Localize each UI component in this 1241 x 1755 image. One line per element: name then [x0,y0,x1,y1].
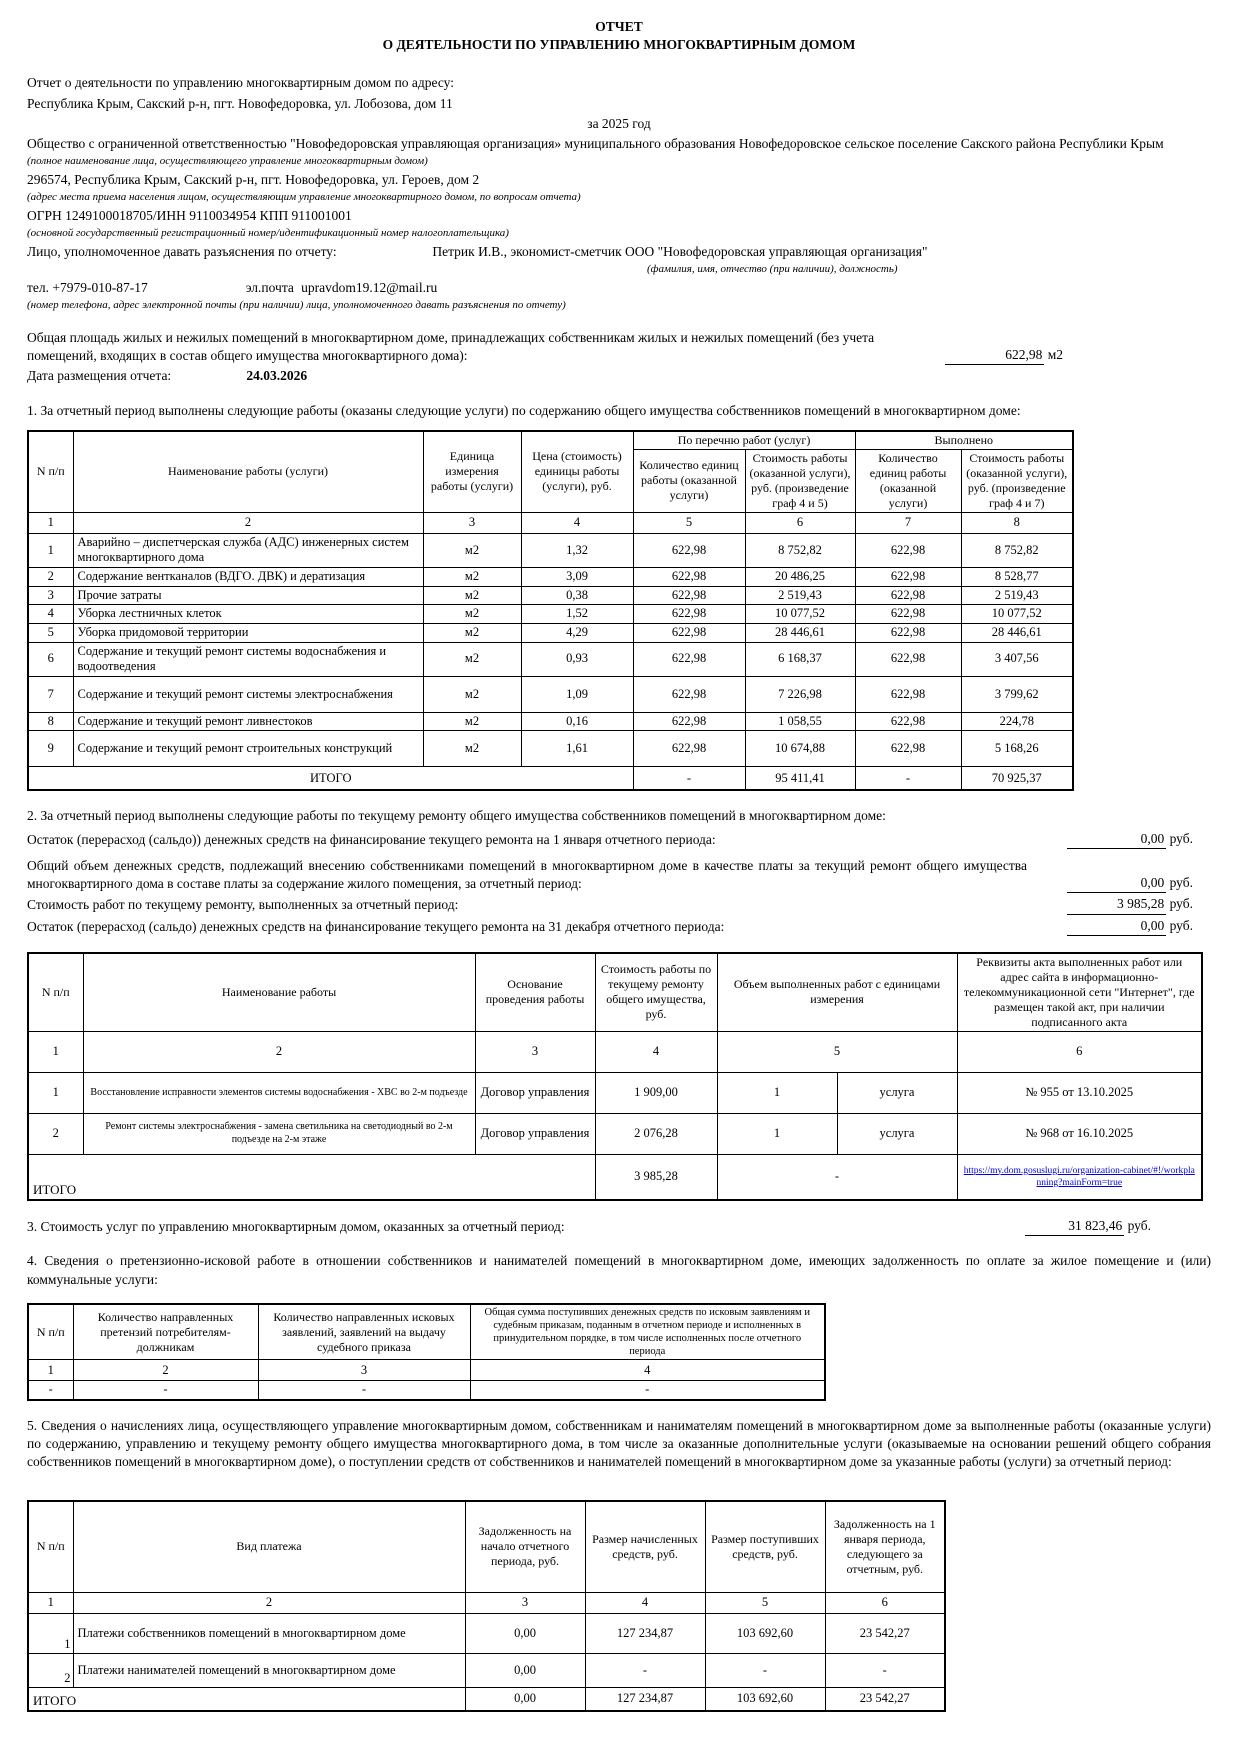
s2-line-value-group [1067,895,1193,914]
t1-total-row [28,767,1073,791]
table-row [28,731,1073,767]
t2-head-act: Реквизиты акта выполненных работ или адрес сайта в информационно-телекоммуникационной сети "Интернет", где размещен такой акт, при наличии подписанного акта [957,953,1202,1032]
work-name: Содержание и текущий ремонт ливнестоков [73,712,423,731]
repair-work-name: Восстановление исправности элементов системы водоснабжения - ХВС во 2-м подъезде [83,1072,475,1113]
cell: 0,38 [521,586,633,605]
email-value: upravdom19.12@mail.ru [301,279,438,295]
office-address-note: (адрес места приема населения лицом, осуществляющим управление многоквартирного домом, по вопросам отчета) [27,191,581,204]
work-name: Содержание и текущий ремонт системы водоснабжения и водоотведения [73,642,423,676]
cell: 3 407,56 [961,642,1073,676]
table-row [28,712,1073,731]
t1-colnum-row [28,512,1073,533]
cell: 3,09 [521,568,633,587]
cell: 2 [28,1654,73,1688]
repair-work-name: Ремонт системы электроснабжения - замена светильника на светодиодный во 2-м подъезде на 2-м этаже [83,1113,475,1154]
cell: 622,98 [855,533,961,567]
office-address: 296574, Республика Крым, Сакский р-н, пгт. Новофедоровка, ул. Героев, дом 2 [27,172,480,188]
s2-line [27,895,1211,914]
cell: 9 [28,731,73,767]
t1-total-cost-list: 95 411,41 [745,767,855,791]
authorized-person-note: (фамилия, имя, отчество (при наличии), должность) [647,263,898,276]
colnum: 8 [961,512,1073,533]
cell: 4 [28,605,73,624]
cell: м2 [423,533,521,567]
total-area-label: Общая площадь жилых и нежилых помещений в многоквартирном доме, принадлежащих собственникам жилых и нежилых помещений (без учета помещений, входящих в состав общего имущества многоквартирного дома): [27,329,875,364]
t2-header-row [28,953,1202,1032]
cell: 7 226,98 [745,676,855,712]
cell: 224,78 [961,712,1073,731]
authorized-person-line [27,243,1211,261]
cell: 3 [28,586,73,605]
t5-total-accrued: 127 234,87 [585,1688,705,1712]
cell: 6 168,37 [745,642,855,676]
t4-head-sum: Общая сумма поступивших денежных средств по исковым заявлениям и судебным приказам, поданным в отчетном периоде и исполненных в принудительном порядке, в том числе исполненных после отчетного периода [470,1304,825,1360]
t2-head-volume: Объем выполненных работ с единицами измерения [717,953,957,1032]
colnum: 1 [28,1031,83,1072]
ruble-unit: руб. [1169,917,1193,933]
cell: 2 [28,1113,83,1154]
cell: - [470,1381,825,1400]
payments-table [27,1500,946,1713]
cell: 2 076,28 [595,1113,717,1154]
colnum: 2 [83,1031,475,1072]
section3-label: 3. Стоимость услуг по управлению многоквартирным домом, оказанных за отчетный период: [27,1219,565,1235]
table-row [28,1654,945,1688]
cell: 1,32 [521,533,633,567]
house-address: Республика Крым, Сакский р-н, пгт. Новофедоровка, ул. Лобозова, дом 11 [27,95,453,111]
t1-header-row [28,431,1073,450]
authorized-person-label: Лицо, уполномоченное давать разъяснения по отчету: [27,244,337,259]
colnum: 2 [73,1360,258,1381]
t2-total-label: ИТОГО [28,1154,595,1200]
ruble-unit: руб. [1169,830,1193,846]
cell: 622,98 [855,712,961,731]
t4-head-n: N п/п [28,1304,73,1360]
email-label: эл.почта [245,279,294,295]
work-name: Уборка придомовой территории [73,623,423,642]
s2-line-value-group [1067,830,1193,849]
cell: 127 234,87 [585,1614,705,1654]
cell: 2 519,43 [745,586,855,605]
cell: м2 [423,623,521,642]
cell: услуга [837,1113,957,1154]
intro-line: Отчет о деятельности по управлению многоквартирным домом по адресу: [27,75,455,91]
t5-head-n: N п/п [28,1501,73,1593]
publish-date-value: 24.03.2026 [246,368,308,384]
cell: - [705,1654,825,1688]
cell: 0,16 [521,712,633,731]
t1-head-group-done: Выполнено [855,431,1073,450]
t2-colnum-row [28,1031,1202,1072]
cell: 10 077,52 [745,605,855,624]
cell: 8 [28,712,73,731]
current-repair-table [27,952,1203,1202]
total-area-unit: м2 [1047,347,1063,363]
cell: Договор управления [475,1113,595,1154]
colnum: 5 [633,512,745,533]
t1-head-n: N п/п [28,431,73,513]
cell: 1 [28,533,73,567]
cell: Договор управления [475,1072,595,1113]
cell: 622,98 [855,731,961,767]
cell: - [73,1381,258,1400]
t5-head-accrued: Размер начисленных средств, руб. [585,1501,705,1593]
authorized-person-value: Петрик И.В., экономист-сметчик ООО "Новофедоровская управляющая организация" [432,244,928,259]
s2-line-label: Общий объем денежных средств, подлежащий внесению собственниками помещений в многоквартирном доме в качестве платы за текущий ремонт общего имущества многоквартирного дома в составе платы за содержание жилого помещения, за отчетный период: [27,857,1027,892]
cell: 1 [28,1614,73,1654]
t1-total-qty-done: - [855,767,961,791]
colnum: 5 [717,1031,957,1072]
cell: услуга [837,1072,957,1113]
cell: 622,98 [633,712,745,731]
table-row [28,676,1073,712]
spacer [27,315,1211,329]
gosuslugi-link[interactable]: https://my.dom.gosuslugi.ru/organization-cabinet/#!/workplanning?mainForm=true [963,1165,1195,1188]
total-area-value: 622,98 [945,346,1044,365]
cell: 622,98 [855,623,961,642]
cell: 2 519,43 [961,586,1073,605]
ruble-unit: руб. [1169,875,1193,891]
work-name: Содержание и текущий ремонт строительных конструкций [73,731,423,767]
cell: 2 [28,568,73,587]
cell: 1 058,55 [745,712,855,731]
table-row [28,533,1073,567]
cell: 1,52 [521,605,633,624]
colnum: 6 [957,1031,1202,1072]
cell: м2 [423,586,521,605]
payment-type: Платежи нанимателей помещений в многоквартирном доме [73,1654,465,1688]
colnum: 3 [475,1031,595,1072]
claims-table [27,1303,826,1401]
cell: 20 486,25 [745,568,855,587]
t2-head-basis: Основание проведения работы [475,953,595,1032]
s2-line [27,917,1211,936]
t5-head-debt-end: Задолженность на 1 января периода, следующего за отчетным, руб. [825,1501,945,1593]
cell: 622,98 [855,568,961,587]
t5-total-label: ИТОГО [28,1688,465,1712]
cell: 7 [28,676,73,712]
act-reference: № 955 от 13.10.2025 [957,1072,1202,1113]
table-row [28,605,1073,624]
total-area-value-group [945,346,1063,365]
cell: - [28,1381,73,1400]
table-row [28,623,1073,642]
s2-line-value: 0,00 [1067,917,1166,936]
s2-line-value: 3 985,28 [1067,895,1166,914]
cell: 3 799,62 [961,676,1073,712]
cell: 0,93 [521,642,633,676]
cell: 4,29 [521,623,633,642]
payment-type: Платежи собственников помещений в многоквартирном доме [73,1614,465,1654]
t5-total-debt-start: 0,00 [465,1688,585,1712]
spacer [27,54,1211,72]
colnum: 3 [465,1593,585,1614]
colnum: 4 [521,512,633,533]
section2-title: 2. За отчетный период выполнены следующие работы по текущему ремонту общего имущества собственников помещений в многоквартирном доме: [27,808,886,824]
t5-head-type: Вид платежа [73,1501,465,1593]
s2-line [27,830,1211,849]
colnum: 1 [28,512,73,533]
t1-head-cost-list: Стоимость работы (оказанной услуги), руб. (произведение граф 4 и 5) [745,449,855,512]
total-area-row [27,329,1211,365]
colnum: 4 [595,1031,717,1072]
cell: м2 [423,568,521,587]
cell: 622,98 [633,623,745,642]
colnum: 1 [28,1360,73,1381]
t4-head-claims: Количество направленных претензий потребителям-должникам [73,1304,258,1360]
colnum: 2 [73,1593,465,1614]
table-row [28,1614,945,1654]
cell: 622,98 [855,642,961,676]
t2-total-volume: - [717,1154,957,1200]
s2-line-label: Стоимость работ по текущему ремонту, выполненных за отчетный период: [27,897,459,913]
t5-total-row [28,1688,945,1712]
t4-header-row [28,1304,825,1360]
cell: м2 [423,642,521,676]
cell: 622,98 [633,731,745,767]
colnum: 4 [585,1593,705,1614]
table-row [28,586,1073,605]
section5-title: 5. Сведения о начислениях лица, осуществляющего управление многоквартирным домом, собственникам и нанимателям помещений в многоквартирном доме за выполненные работы (оказанные услуги) по содержанию, управлению и текущему ремонту общего имущества многоквартирного дома, в том числе за оказанные дополнительные услуги (оказываемые на основании решений общего собрания собственников помещений в многоквартирном доме), о поступлении средств от собственников и нанимателей помещений в многоквартирном доме за указанные работы (услуги) за отчетный период: [27,1418,1211,1470]
t1-head-group-list: По перечню работ (услуг) [633,431,855,450]
t2-head-n: N п/п [28,953,83,1032]
cell: м2 [423,676,521,712]
work-name: Содержание и текущий ремонт системы электроснабжения [73,676,423,712]
cell: 1 909,00 [595,1072,717,1113]
cell: м2 [423,712,521,731]
cell: 8 752,82 [961,533,1073,567]
section1-title: 1. За отчетный период выполнены следующие работы (оказаны следующие услуги) по содержанию общего имущества собственников помещений в многоквартирном доме: [27,402,1021,418]
t5-head-debt-start: Задолженность на начало отчетного периода, руб. [465,1501,585,1593]
t5-total-received: 103 692,60 [705,1688,825,1712]
s2-line-value: 0,00 [1067,874,1166,893]
company-name: Общество с ограниченной ответственностью "Новофедоровская управляющая организация» муниципального образования Новофедоровское сельское поселение Сакского района Республики Крым [27,136,1164,152]
page-subtitle: О ДЕЯТЕЛЬНОСТИ ПО УПРАВЛЕНИЮ МНОГОКВАРТИРНЫМ ДОМОМ [382,37,856,53]
work-name: Аварийно – диспетчерская служба (АДС) инженерных систем многоквартирного дома [73,533,423,567]
t4-head-suits: Количество направленных исковых заявлений, заявлений на выдачу судебного приказа [258,1304,470,1360]
table-row [28,1381,825,1400]
t1-head-price: Цена (стоимость) единицы работы (услуги), руб. [521,431,633,513]
cell: - [825,1654,945,1688]
t1-head-qty-list: Количество единиц работы (оказанной услуги) [633,449,745,512]
cell: 28 446,61 [745,623,855,642]
cell: 622,98 [633,533,745,567]
t5-head-received: Размер поступивших средств, руб. [705,1501,825,1593]
cell: 10 674,88 [745,731,855,767]
t1-head-cost-done: Стоимость работы (оказанной услуги), руб. (произведение граф 4 и 7) [961,449,1073,512]
contact-line [27,279,1211,297]
work-name: Уборка лестничных клеток [73,605,423,624]
work-name: Содержание вентканалов (ВДГО. ДВК) и дератизация [73,568,423,587]
t1-head-name: Наименование работы (услуги) [73,431,423,513]
cell: 622,98 [855,586,961,605]
cell: - [585,1654,705,1688]
section3-value-group [1025,1217,1151,1236]
ruble-unit: руб. [1127,1218,1151,1234]
cell: 622,98 [633,642,745,676]
ruble-unit: руб. [1169,896,1193,912]
s2-line-label: Остаток (перерасход (сальдо)) денежных средств на финансирование текущего ремонта на 1 января отчетного периода: [27,831,716,847]
t2-total-cost: 3 985,28 [595,1154,717,1200]
ogrn-inn-kpp: ОГРН 1249100018705/ИНН 9110034954 КПП 911001001 [27,208,352,224]
cell: 622,98 [633,605,745,624]
publish-date-label: Дата размещения отчета: [27,368,172,384]
cell: 5 168,26 [961,731,1073,767]
colnum: 7 [855,512,961,533]
t2-total-row [28,1154,1202,1200]
colnum: 6 [745,512,855,533]
colnum: 3 [258,1360,470,1381]
cell: 6 [28,642,73,676]
s2-line-value-group [1067,874,1193,893]
phone-label: тел. [27,279,50,295]
colnum: 2 [73,512,423,533]
cell: 1 [717,1072,837,1113]
cell: 622,98 [633,676,745,712]
cell: 0,00 [465,1614,585,1654]
cell: 622,98 [855,605,961,624]
cell: 10 077,52 [961,605,1073,624]
t2-head-name: Наименование работы [83,953,475,1032]
phone-value: +7979-010-87-17 [52,279,148,295]
cell: 8 752,82 [745,533,855,567]
cell: 103 692,60 [705,1614,825,1654]
t4-colnum-row [28,1360,825,1381]
t2-total-link-cell [957,1154,1202,1200]
colnum: 4 [470,1360,825,1381]
cell: 28 446,61 [961,623,1073,642]
cell: 622,98 [633,586,745,605]
t1-total-cost-done: 70 925,37 [961,767,1073,791]
colnum: 5 [705,1593,825,1614]
colnum: 1 [28,1593,73,1614]
table-row [28,1113,1202,1154]
table-row [28,1072,1202,1113]
section3-value: 31 823,46 [1025,1217,1124,1236]
cell: 1,09 [521,676,633,712]
table-row [28,642,1073,676]
t1-head-unit: Единица измерения работы (услуги) [423,431,521,513]
ogrn-note: (основной государственный регистрационный номер/идентификационный номер налогоплательщика) [27,227,509,240]
cell: 23 542,27 [825,1614,945,1654]
t5-total-debt-end: 23 542,27 [825,1688,945,1712]
company-note: (полное наименование лица, осуществляющего управление многоквартирным домом) [27,155,428,168]
t5-colnum-row [28,1593,945,1614]
t5-header-row [28,1501,945,1593]
cell: 0,00 [465,1654,585,1688]
t1-total-label: ИТОГО [28,767,633,791]
cell: 8 528,77 [961,568,1073,587]
cell: - [258,1381,470,1400]
maintenance-works-table [27,430,1074,792]
cell: 1 [28,1072,83,1113]
t1-head-qty-done: Количество единиц работы (оказанной услуги) [855,449,961,512]
s2-line [27,857,1211,893]
cell: 5 [28,623,73,642]
colnum: 3 [423,512,521,533]
page-title: ОТЧЕТ [595,19,643,34]
t2-head-cost: Стоимость работы по текущему ремонту общего имущества, руб. [595,953,717,1032]
cell: м2 [423,731,521,767]
cell: 1 [717,1113,837,1154]
s2-line-value-group [1067,917,1193,936]
s2-line-value: 0,00 [1067,830,1166,849]
publish-date-row [27,367,1211,385]
cell: 1,61 [521,731,633,767]
work-name: Прочие затраты [73,586,423,605]
t1-total-qty-list: - [633,767,745,791]
contact-note: (номер телефона, адрес электронной почты (при наличии) лица, уполномоченного давать разъяснения по отчету) [27,299,566,312]
cell: 622,98 [855,676,961,712]
cell: 622,98 [633,568,745,587]
cell: м2 [423,605,521,624]
act-reference: № 968 от 16.10.2025 [957,1113,1202,1154]
s2-line-label: Остаток (перерасход (сальдо) денежных средств на финансирование текущего ремонта на 31 декабря отчетного периода: [27,918,725,934]
section3-row [27,1217,1211,1236]
colnum: 6 [825,1593,945,1614]
table-row [28,568,1073,587]
report-period: за 2025 год [587,115,651,131]
section4-title: 4. Сведения о претензионно-исковой работе в отношении собственников и нанимателей помещений в многоквартирном доме, имеющих задолженность по оплате за жилое помещение и (или) коммунальные услуги: [27,1253,1211,1287]
